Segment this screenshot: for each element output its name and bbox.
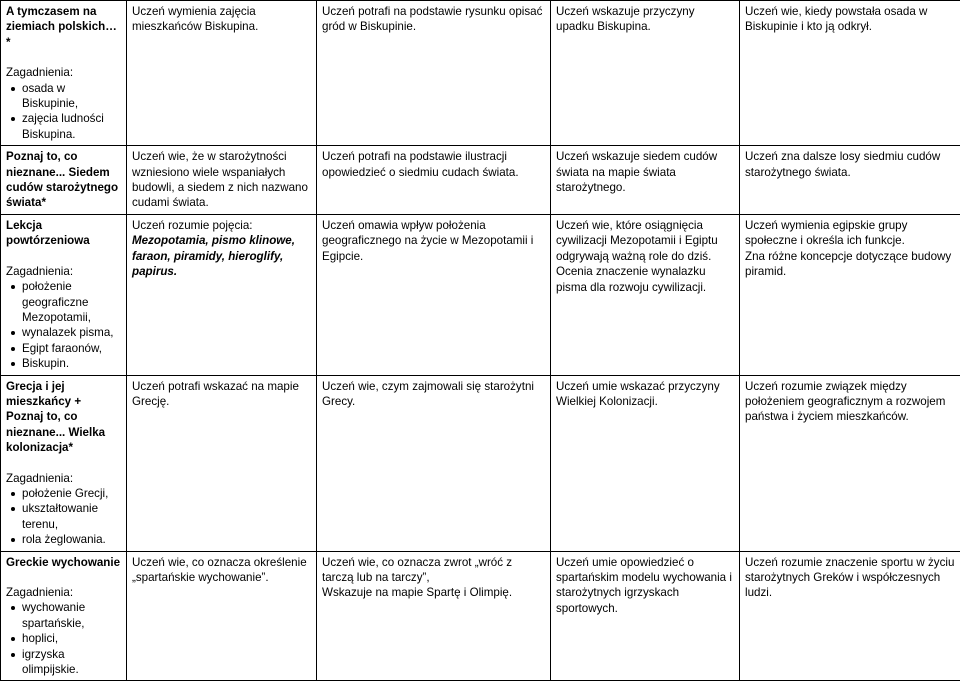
topic-cell — [1, 214, 127, 375]
issues-list — [6, 600, 121, 677]
requirement-cell: Uczeń rozumie związek między położeniem geograficznym a rozwojem państwa i życiem mieszkańców. — [740, 375, 960, 551]
issues-list — [6, 486, 121, 548]
requirement-text: Uczeń wie, co oznacza zwrot „wróć z tarczą lub na tarczy”, — [322, 555, 545, 586]
list-item: wychowanie spartańskie, — [6, 600, 121, 631]
list-item: Biskupin. — [6, 356, 121, 371]
lesson-title: Lekcja powtórzeniowa — [6, 218, 121, 249]
list-item: położenie Grecji, — [6, 486, 121, 501]
requirement-text: Wskazuje na mapie Spartę i Olimpię. — [322, 585, 545, 600]
lesson-title: Grecja i jej mieszkańcy + Poznaj to, co nieznane... Wielka kolonizacja* — [6, 379, 121, 456]
table-row — [1, 1, 960, 146]
issues-list — [6, 279, 121, 371]
requirement-cell: Uczeń umie opowiedzieć o spartańskim modelu wychowania i starożytnych igrzyskach sportowych. — [551, 551, 740, 681]
lesson-title: Poznaj to, co nieznane... Siedem cudów starożytnego świata* — [6, 149, 121, 211]
requirement-cell: Uczeń potrafi na podstawie rysunku opisać gród w Biskupinie. — [317, 1, 551, 146]
requirement-cell: Uczeń omawia wpływ położenia geograficznego na życie w Mezopotamii i Egipcie. — [317, 214, 551, 375]
requirement-cell — [551, 214, 740, 375]
list-item: rola żeglowania. — [6, 532, 121, 547]
list-item: ukształtowanie terenu, — [6, 501, 121, 532]
requirement-text: Ocenia znaczenie wynalazku pisma dla rozwoju cywilizacji. — [556, 264, 734, 295]
table-row — [1, 214, 960, 375]
list-item: Egipt faraonów, — [6, 341, 121, 356]
key-terms: Mezopotamia, pismo klinowe, faraon, piramidy, hieroglify, papirus. — [132, 233, 311, 279]
lesson-title: Greckie wychowanie — [6, 555, 121, 570]
requirement-text: Uczeń wie, które osiągnięcia cywilizacji Mezopotamii i Egiptu odgrywają ważną role do dziś. — [556, 218, 734, 264]
requirement-cell: Uczeń wskazuje przyczyny upadku Biskupina. — [551, 1, 740, 146]
requirement-cell: Uczeń wie, czym zajmowali się starożytni Grecy. — [317, 375, 551, 551]
table-row — [1, 551, 960, 681]
lesson-title: A tymczasem na ziemiach polskich…* — [6, 4, 121, 50]
requirement-text: Zna różne koncepcje dotyczące budowy piramid. — [745, 249, 955, 280]
requirement-cell — [317, 551, 551, 681]
topic-cell — [1, 375, 127, 551]
list-item: hoplici, — [6, 631, 121, 646]
requirement-cell: Uczeń wskazuje siedem cudów świata na mapie świata starożytnego. — [551, 146, 740, 215]
requirement-cell: Uczeń wie, kiedy powstała osada w Biskupinie i kto ją odkrył. — [740, 1, 960, 146]
table-row — [1, 146, 960, 215]
requirement-cell: Uczeń potrafi wskazać na mapie Grecję. — [127, 375, 317, 551]
table-row — [1, 375, 960, 551]
issues-list — [6, 81, 121, 143]
list-item: położenie geograficzne Mezopotamii, — [6, 279, 121, 325]
requirement-cell — [127, 214, 317, 375]
requirement-cell: Uczeń wie, że w starożytności wzniesiono wiele wspaniałych budowli, a siedem z nich nazwano cudami świata. — [127, 146, 317, 215]
list-item: osada w Biskupinie, — [6, 81, 121, 112]
issues-label: Zagadnienia: — [6, 585, 121, 600]
requirement-text: Uczeń rozumie pojęcia: — [132, 218, 311, 233]
requirement-cell: Uczeń rozumie znaczenie sportu w życiu starożytnych Greków i współczesnych ludzi. — [740, 551, 960, 681]
topic-cell — [1, 551, 127, 681]
requirement-cell: Uczeń wymienia zajęcia mieszkańców Biskupina. — [127, 1, 317, 146]
requirement-cell: Uczeń wie, co oznacza określenie „spartańskie wychowanie”. — [127, 551, 317, 681]
issues-label: Zagadnienia: — [6, 65, 121, 80]
list-item: igrzyska olimpijskie. — [6, 647, 121, 678]
requirement-cell: Uczeń umie wskazać przyczyny Wielkiej Kolonizacji. — [551, 375, 740, 551]
requirement-text: Uczeń wymienia egipskie grupy społeczne i określa ich funkcje. — [745, 218, 955, 249]
issues-label: Zagadnienia: — [6, 471, 121, 486]
list-item: wynalazek pisma, — [6, 325, 121, 340]
requirement-cell: Uczeń zna dalsze losy siedmiu cudów starożytnego świata. — [740, 146, 960, 215]
requirement-cell — [740, 214, 960, 375]
topic-cell — [1, 146, 127, 215]
requirement-cell: Uczeń potrafi na podstawie ilustracji opowiedzieć o siedmiu cudach świata. — [317, 146, 551, 215]
topic-cell — [1, 1, 127, 146]
list-item: zajęcia ludności Biskupina. — [6, 111, 121, 142]
issues-label: Zagadnienia: — [6, 264, 121, 279]
